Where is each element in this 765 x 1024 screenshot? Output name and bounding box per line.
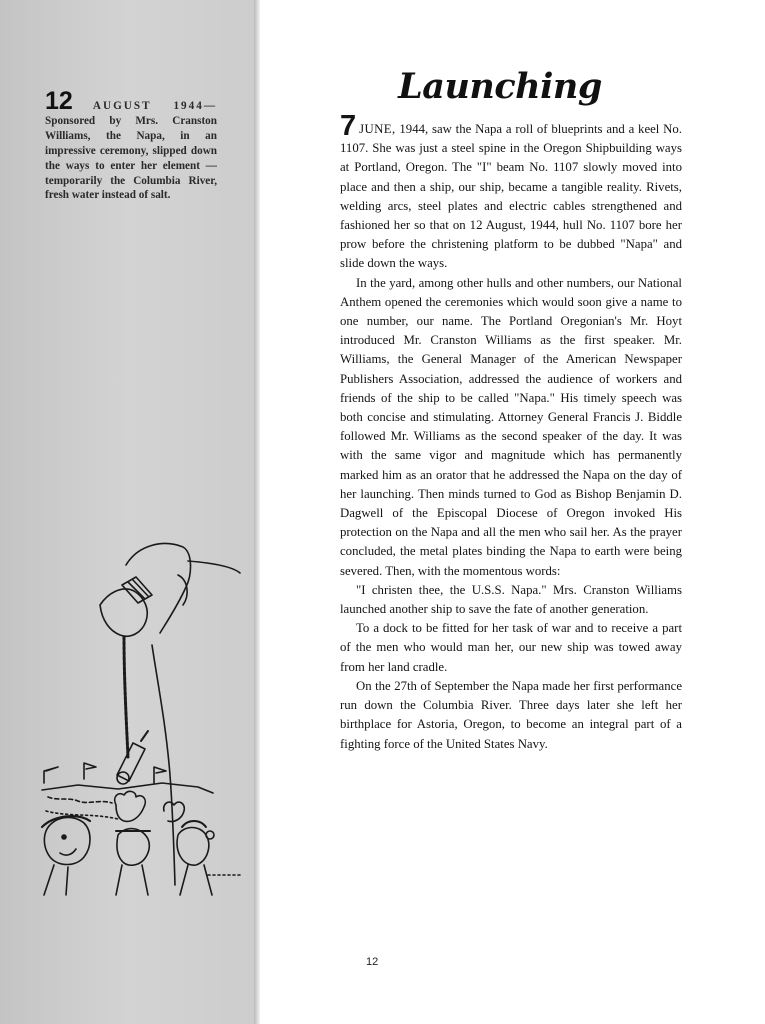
paragraph-2: In the yard, among other hulls and other numbers, our National Anthem opened the ceremonies which would soon give a name to one number, our name. The Portland Oregonian's Mr. Hoyt introduced Mr. Cranston Williams as the first speaker. Mr. Williams, the General Manager of the American Newspaper Publishers Association, addressed the audience of workers and friends of the ship to be called "Napa." His timely speech was both concise and stimulating. Attorney General Francis J. Biddle followed Mr. Williams as the second speaker of the day. It was with the same vigor and magnitude which has permanently marked him as an orator that he addressed the Napa on the day of her launching. Then minds turned to God as Bishop Benjamin D. Dagwell of the Episcopal Diocese of Oregon invoked His protection on the Napa and all the men who sail her. As the prayer concluded, the metal plates binding the Napa to earth were being severed. Then, with the momentous words:: [340, 275, 682, 578]
caption-number: 12: [45, 87, 73, 115]
caption-text: Sponsored by Mrs. Cranston Williams, the Napa, in an impressive ceremony, slipped down the ways to enter her element — temporarily the Columbia River, fresh water instead of salt.: [45, 114, 217, 202]
first-word: JUNE,: [359, 122, 396, 136]
paragraph-4: To a dock to be fitted for her task of war and to receive a part of the men who would man her, our new ship was towed away from her land cradle.: [340, 621, 682, 674]
drop-cap: 7: [340, 110, 357, 142]
paragraph-1: [340, 110, 682, 274]
page-fold-shadow: [254, 0, 260, 1024]
paragraph-3: "I christen thee, the U.S.S. Napa." Mrs. Cranston Williams launched another ship to save the fate of another generation.: [340, 582, 682, 617]
caption-date: AUGUST 1944—: [92, 100, 218, 112]
article-body: [340, 110, 682, 754]
paragraph-1-text: 1944, saw the Napa a roll of blueprints and a keel No. 1107. She was just a steel spine in the Oregon Shipbuilding ways at Portland, Oregon. The "I" beam No. 1107 slowly moved into place and then a ship, our ship, became a tangible reality. Rivets, welding arcs, steel plates and electric cables strengthened and fashioned her so that on 12 August, 1944, hull No. 1107 bore her prow before the christening platform to be dubbed "Napa" and slide down the ways.: [340, 122, 682, 271]
sidebar-caption: [45, 87, 218, 203]
launching-cartoon-illustration: [38, 535, 243, 900]
page-title: Launching: [398, 66, 602, 107]
page-number: 12: [366, 956, 379, 968]
paragraph-5: On the 27th of September the Napa made her first performance run down the Columbia River. Three days later she left her birthplace for Astoria, Oregon, to become an integral part of a fighting force of the United States Navy.: [340, 678, 682, 751]
